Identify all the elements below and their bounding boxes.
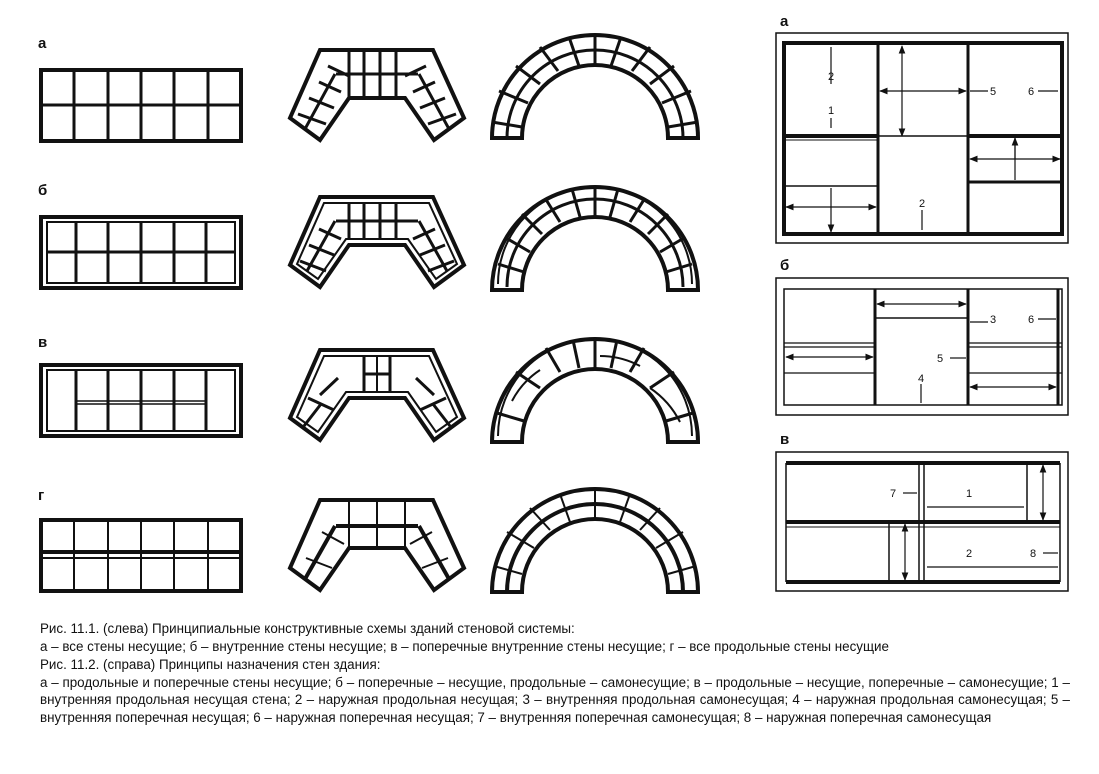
panel-b-num-3: 5 [937,353,944,365]
plan-rect-c [41,365,241,436]
panel-c-num-1: 7 [890,488,897,500]
panel-a-num-5: 2 [919,198,926,210]
plan-arc-a [492,35,698,138]
plan-rect-d [41,520,241,591]
row-label-a: а [38,35,47,52]
panel-label-c: в [780,431,790,448]
plan-rect-a [41,70,241,141]
caption-fig-11-2 [40,656,1070,726]
panel-a-num-3: 5 [990,86,997,98]
panel-c-num-2: 1 [966,488,973,500]
caption-fig-11-2-text: а – продольные и поперечные стены несущие; б – поперечные – несущие, продольные – самонесущие; в – продольные – несущие, поперечные – самонесущие; 1 – внутренняя продольная несущая стена; 2 – наружная продольная несущая; 3 – внутренняя продольная самонесущая; 4 – наружная продольная самонесущая; 5 – внутренняя поперечная несущая; 6 – наружная поперечная несущая; 7 – внутренняя поперечная самонесущая; 8 – наружная поперечная самонесущая [40,674,1070,725]
row-label-b: б [38,182,48,199]
row-label-c: в [38,334,48,351]
panel-b-num-4: 4 [918,373,925,385]
panel-a-num-4: 6 [1028,86,1035,98]
panel-b-arrows [786,304,1056,403]
caption-fig-11-2-title: Рис. 11.2. (справа) Принципы назначения стен здания: [40,657,381,672]
panel-c-plan [776,452,1068,591]
plan-trap-c [290,350,464,440]
panel-label-b: б [780,257,790,274]
plan-trap-a [290,50,464,140]
plan-arc-b [492,187,698,290]
plan-trap-b [290,197,464,287]
row-label-d: г [38,487,45,504]
panel-c-num-3: 2 [966,548,973,560]
panel-a-num-2: 1 [828,105,835,117]
panel-label-a: а [780,13,789,30]
right-figure [776,13,1068,591]
plan-rect-b [41,217,241,288]
panel-c-num-4: 8 [1030,548,1037,560]
caption-fig-11-1-title: Рис. 11.1. (слева) Принципиальные конструктивные схемы зданий стеновой системы: [40,621,575,636]
plan-arc-c [492,339,698,442]
caption-fig-11-1 [40,620,1070,655]
panel-b-plan [776,278,1068,415]
panel-b-num-2: 6 [1028,314,1035,326]
panel-b-num-1: 3 [990,314,997,326]
panel-a-num-1: 2 [828,71,835,83]
left-figure [38,35,698,592]
plan-trap-d [290,500,464,590]
caption-fig-11-1-text: а – все стены несущие; б – внутренние стены несущие; в – поперечные внутренние стены несущие; г – все продольные стены несущие [40,638,889,654]
plan-arc-d [492,489,698,592]
